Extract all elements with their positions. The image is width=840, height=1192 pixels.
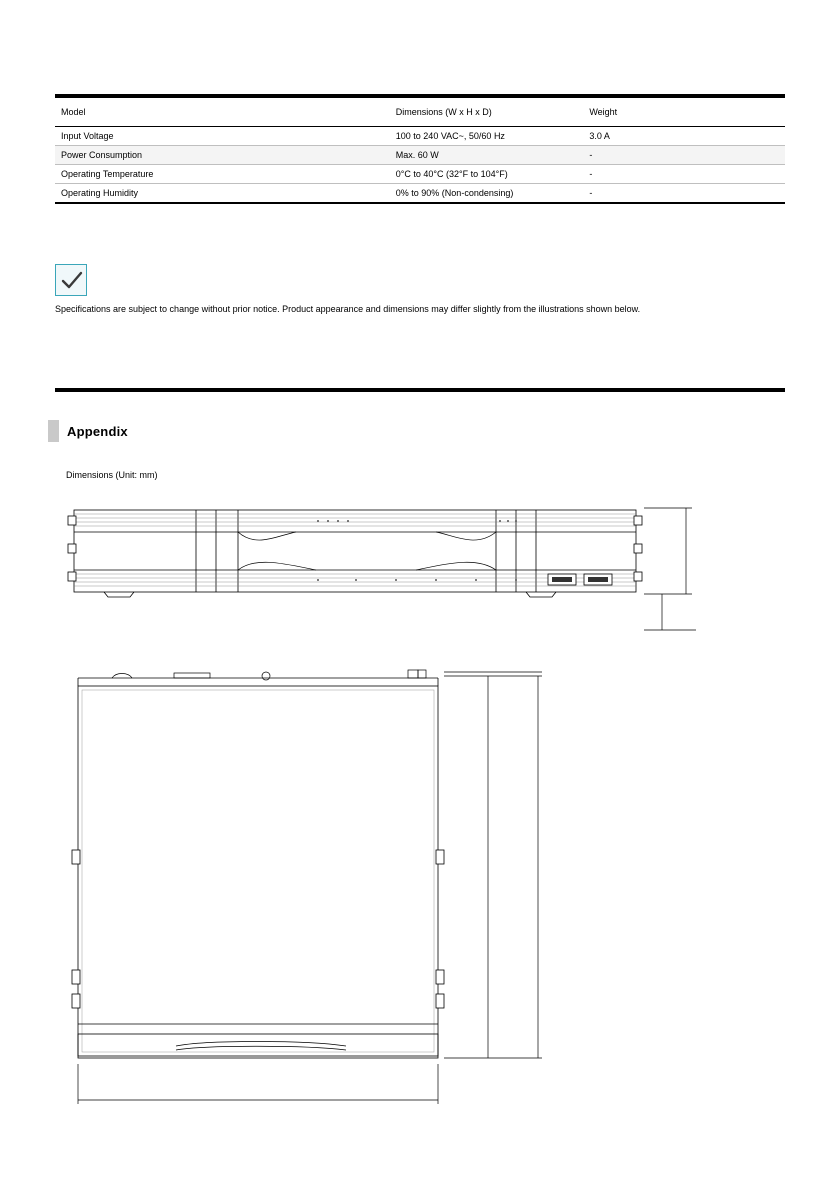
column-header-dimensions: Dimensions (W x H x D)	[390, 96, 584, 127]
subsection-title: Dimensions (Unit: mm)	[66, 470, 158, 480]
table-row	[55, 184, 785, 204]
table-row	[55, 146, 785, 165]
table-row	[55, 127, 785, 146]
section-heading	[48, 420, 128, 442]
table-row	[55, 165, 785, 184]
cell-value: 3.0 A	[583, 127, 785, 146]
column-header-weight: Weight	[583, 96, 785, 127]
cell-value: -	[583, 165, 785, 184]
cell-value: -	[583, 146, 785, 165]
column-header-model: Model	[55, 96, 390, 127]
table-header	[55, 96, 785, 127]
cell-label: Operating Humidity	[55, 184, 390, 204]
note-text: Specifications are subject to change without prior notice. Product appearance and dimensions may differ slightly from the illustrations shown below.	[55, 304, 641, 314]
cell-label: Input Voltage	[55, 127, 390, 146]
cell-value: 100 to 240 VAC~, 50/60 Hz	[390, 127, 584, 146]
note-block	[55, 264, 785, 316]
table-body	[55, 127, 785, 204]
cell-value: Max. 60 W	[390, 146, 584, 165]
front-view-drawing	[56, 496, 716, 636]
section-title: Appendix	[67, 423, 128, 439]
cell-value: 0°C to 40°C (32°F to 104°F)	[390, 165, 584, 184]
cell-value: -	[583, 184, 785, 204]
table-header-row	[55, 96, 785, 127]
section-divider	[55, 388, 785, 392]
specification-table	[55, 94, 785, 204]
section-marker	[48, 420, 59, 442]
cell-label: Operating Temperature	[55, 165, 390, 184]
top-view-drawing	[56, 664, 616, 1134]
cell-value: 0% to 90% (Non-condensing)	[390, 184, 584, 204]
cell-label: Power Consumption	[55, 146, 390, 165]
check-icon	[55, 264, 87, 296]
